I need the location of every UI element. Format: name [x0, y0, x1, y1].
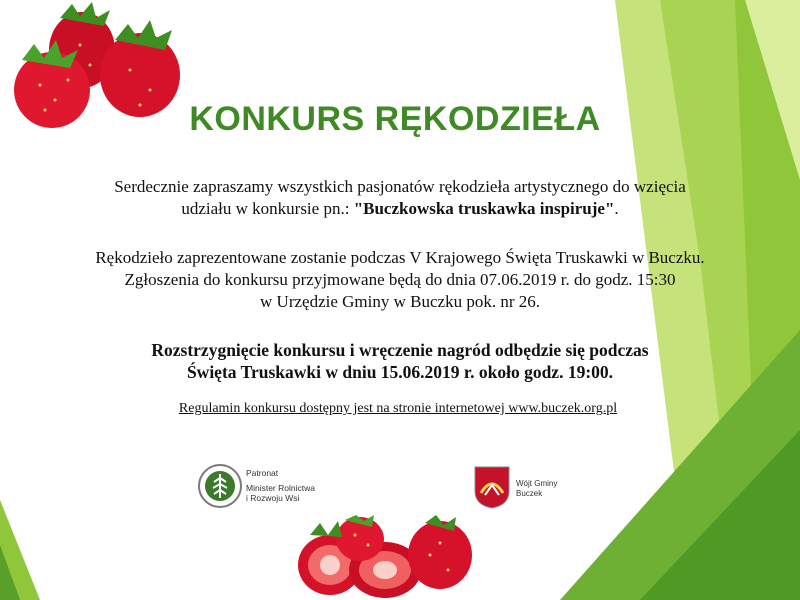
patron-text	[246, 468, 315, 503]
patron-logo	[197, 463, 327, 513]
intro-line-2-prefix: udziału w konkursie pn.:	[181, 199, 354, 218]
details-line-2: Zgłoszenia do konkursu przyjmowane będą do dnia 07.06.2019 r. do godz. 15:30	[124, 270, 676, 289]
buczek-crest-icon	[473, 465, 511, 509]
strawberries-bottom-icon	[290, 515, 480, 600]
ministry-seal-icon	[197, 463, 243, 509]
patron-name-line-2: i Rozwoju Wsi	[246, 493, 300, 503]
wojt-text	[516, 479, 557, 499]
intro-line-1: Serdecznie zapraszamy wszystkich pasjonatów rękodzieła artystycznego do wzięcia	[114, 177, 686, 196]
wojt-logo	[473, 465, 583, 513]
wojt-name-line-2: Buczek	[516, 489, 543, 498]
results-line-2: Święta Truskawki w dniu 15.06.2019 r. około godz. 19:00.	[186, 362, 614, 382]
details-line-3: w Urzędzie Gminy w Buczku pok. nr 26.	[260, 292, 540, 311]
contest-name: "Buczkowska truskawka inspiruje"	[353, 199, 615, 218]
page-title: KONKURS RĘKODZIEŁA	[189, 100, 601, 138]
results-line-1: Rozstrzygnięcie konkursu i wręczenie nagród odbędzie się podczas	[151, 340, 649, 360]
details-line-1: Rękodzieło zaprezentowane zostanie podczas V Krajowego Święta Truskawki w Buczku.	[95, 248, 705, 267]
intro-line-2-suffix: .	[614, 199, 619, 218]
patron-name-line-1: Minister Rolnictwa	[246, 483, 315, 493]
intro-paragraph	[0, 176, 800, 220]
results-paragraph	[0, 339, 800, 383]
wojt-name-line-1: Wójt Gminy	[516, 479, 558, 488]
intro-line-2	[0, 198, 800, 220]
patron-label: Patronat	[246, 468, 279, 478]
rules-note: Regulamin konkursu dostępny jest na stronie internetowej www.buczek.org.pl	[178, 401, 618, 416]
details-paragraph	[0, 247, 800, 313]
